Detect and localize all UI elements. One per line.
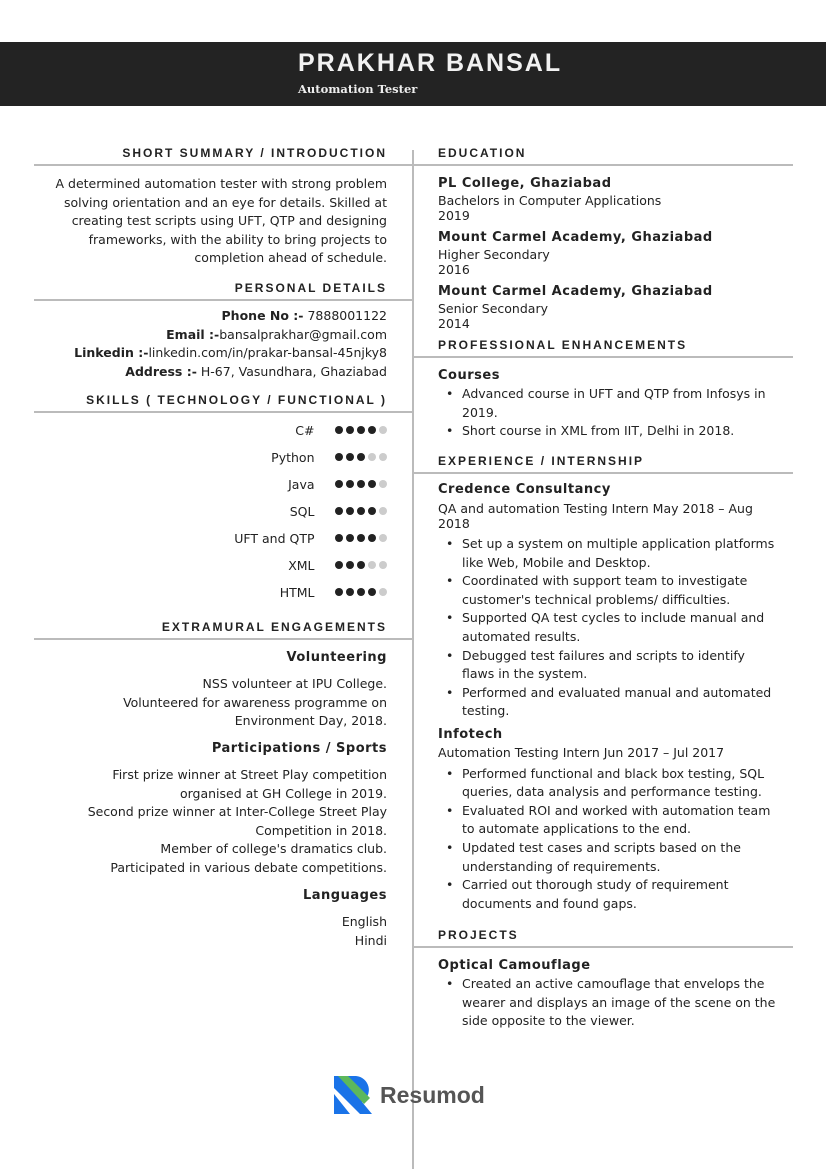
summary-line: frameworks, with the ability to bring projects to [88,231,387,247]
linkedin-row [74,344,387,363]
rating-dot-icon [368,534,377,543]
divider [34,299,412,301]
project-item [438,957,778,1031]
projects-heading: PROJECTS [438,928,519,942]
courses-section [438,367,778,441]
personal-heading: PERSONAL DETAILS [234,281,387,295]
rating-dot-icon [357,426,366,435]
divider [34,411,412,413]
enhancements-heading: PROFESSIONAL ENHANCEMENTS [438,338,688,352]
skill-name: C# [295,422,315,438]
rating-dot-icon [379,507,388,516]
rating-dot-icon [357,588,366,597]
company-name: Infotech [438,727,503,742]
degree: Higher Secondary [438,247,550,262]
divider [414,946,793,948]
rating-dot-icon [335,534,344,543]
volunteering-line: Environment Day, 2018. [234,713,387,729]
rating-dot-icon [368,588,377,597]
skill-rating [335,507,388,516]
rating-dot-icon [357,561,366,570]
summary-text [56,175,388,268]
rating-dot-icon [368,426,377,435]
summary-line: creating test scripts using UFT, QTP and designing [71,213,387,229]
rating-dot-icon [357,453,366,462]
skill-row [195,421,388,439]
job-bullet: • Coordinated with support team to investigate customer's technical problems/ difficulties. [462,572,778,609]
rating-dot-icon [346,588,355,597]
phone-row [74,307,387,326]
courses-title: Courses [438,368,500,383]
resumod-logo-text: Resumod [380,1081,485,1108]
school-name: PL College, Ghaziabad [438,176,612,191]
divider [414,164,793,166]
skill-name: HTML [279,584,315,600]
phone-value: 7888001122 [303,308,387,323]
experience-heading: EXPERIENCE / INTERNSHIP [438,454,645,468]
skill-name: Java [288,476,315,492]
company-name: Credence Consultancy [438,482,611,497]
language-item: English [341,914,387,929]
personal-details [74,307,387,381]
rating-dot-icon [379,426,388,435]
candidate-role: Automation Tester [298,82,418,96]
skill-row [195,475,388,493]
extramural-heading: EXTRAMURAL ENGAGEMENTS [161,620,387,634]
rating-dot-icon [357,480,366,489]
divider [34,638,412,640]
skill-row [195,448,388,466]
job-bullet: • Carried out thorough study of requirement documents and found gaps. [462,876,778,913]
languages-title: Languages [302,888,387,903]
rating-dot-icon [346,534,355,543]
skill-rating [335,561,388,570]
course-item: • Short course in XML from IIT, Delhi in 2018. [462,422,778,441]
school-name: Mount Carmel Academy, Ghaziabad [438,284,713,299]
skill-row [195,583,388,601]
rating-dot-icon [335,561,344,570]
degree: Senior Secondary [438,301,548,316]
year: 2016 [438,262,470,277]
skill-name: UFT and QTP [234,530,315,546]
job-bullet: • Evaluated ROI and worked with automation team to automate applications to the end. [462,802,778,839]
rating-dot-icon [368,561,377,570]
sports-section [88,740,387,878]
education-list [438,175,778,331]
rating-dot-icon [379,561,388,570]
skill-row [195,502,388,520]
column-divider [412,150,414,1169]
address-label: Address :- [125,363,197,379]
school-name: Mount Carmel Academy, Ghaziabad [438,230,713,245]
sports-line: First prize winner at Street Play competition [112,767,387,782]
phone-label: Phone No :- [221,308,304,323]
rating-dot-icon [357,507,366,516]
rating-dot-icon [379,588,388,597]
candidate-name: PRAKHAR BANSAL [298,49,563,77]
summary-line: completion ahead of schedule. [194,250,387,266]
sports-line: Competition in 2018. [255,822,387,838]
rating-dot-icon [379,534,388,543]
email-value[interactable]: bansalprakhar@gmail.com [219,326,387,342]
volunteering-section [123,649,387,731]
rating-dot-icon [335,588,344,597]
linkedin-value[interactable]: linkedin.com/in/prakar-bansal-45njky8 [148,345,387,361]
job-role: QA and automation Testing Intern May 2018 – Aug 2018 [438,501,753,531]
rating-dot-icon [346,480,355,489]
rating-dot-icon [335,426,344,435]
rating-dot-icon [335,480,344,489]
linkedin-label: Linkedin :- [74,345,149,361]
email-label: Email :- [166,326,220,342]
job-bullet: • Performed functional and black box testing, SQL queries, data analysis and performance testing. [462,765,778,802]
year: 2014 [438,316,470,331]
skill-rating [335,480,388,489]
skill-rating [335,426,388,435]
project-name: Optical Camouflage [438,958,591,973]
education-heading: EDUCATION [438,146,527,160]
education-item [438,175,778,223]
project-bullet: • Created an active camouflage that envelops the wearer and displays an image of the scene on the side opposite to the viewer. [462,975,778,1031]
volunteering-line: Volunteered for awareness programme on [123,694,387,710]
sports-line: Member of college's dramatics club. [160,841,387,857]
rating-dot-icon [368,507,377,516]
job-bullet: • Set up a system on multiple application platforms like Web, Mobile and Desktop. [462,535,778,572]
summary-line: A determined automation tester with strong problem [55,176,387,191]
divider [414,356,793,358]
resumod-logo-icon [334,1076,372,1114]
job-infotech [438,726,778,913]
language-item: Hindi [354,932,387,948]
resumod-logo [334,1076,485,1114]
resume-header [0,42,826,106]
summary-heading: SHORT SUMMARY / INTRODUCTION [122,146,387,160]
skill-name: Python [271,449,315,465]
volunteering-title: Volunteering [286,650,387,665]
rating-dot-icon [368,480,377,489]
job-bullet: • Performed and evaluated manual and automated testing. [462,684,778,721]
rating-dot-icon [346,561,355,570]
skill-row [195,556,388,574]
education-item [438,229,778,277]
skill-name: XML [288,557,315,573]
rating-dot-icon [368,453,377,462]
job-bullet: • Supported QA test cycles to include manual and automated results. [462,609,778,646]
job-credence [438,481,778,721]
address-value: H-67, Vasundhara, Ghaziabad [196,363,387,379]
sports-title: Participations / Sports [211,741,387,756]
skill-rating [335,534,388,543]
rating-dot-icon [346,507,355,516]
skill-name: SQL [289,503,315,519]
skill-rating [335,453,388,462]
education-item [438,283,778,331]
divider [414,472,793,474]
rating-dot-icon [357,534,366,543]
skill-rating [335,588,388,597]
job-bullet: • Debugged test failures and scripts to identify flaws in the system. [462,647,778,684]
sports-line: organised at GH College in 2019. [179,785,387,801]
rating-dot-icon [346,426,355,435]
skill-row [195,529,388,547]
volunteering-line: NSS volunteer at IPU College. [202,676,387,691]
address-row [74,363,387,382]
rating-dot-icon [346,453,355,462]
rating-dot-icon [335,453,344,462]
year: 2019 [438,208,470,223]
email-row [74,326,387,345]
sports-line: Second prize winner at Inter-College Street Play [87,804,387,820]
rating-dot-icon [335,507,344,516]
rating-dot-icon [379,453,388,462]
job-bullet: • Updated test cases and scripts based on the understanding of requirements. [462,839,778,876]
job-role: Automation Testing Intern Jun 2017 – Jul 2017 [438,745,725,760]
course-item: • Advanced course in UFT and QTP from Infosys in 2019. [462,385,778,422]
divider [34,164,412,166]
degree: Bachelors in Computer Applications [438,193,662,208]
summary-line: solving orientation and an eye for details. Skilled at [64,194,387,210]
skills-heading: SKILLS ( TECHNOLOGY / FUNCTIONAL ) [86,393,387,407]
rating-dot-icon [379,480,388,489]
sports-line: Participated in various debate competitions. [110,859,387,875]
languages-section [303,887,387,950]
